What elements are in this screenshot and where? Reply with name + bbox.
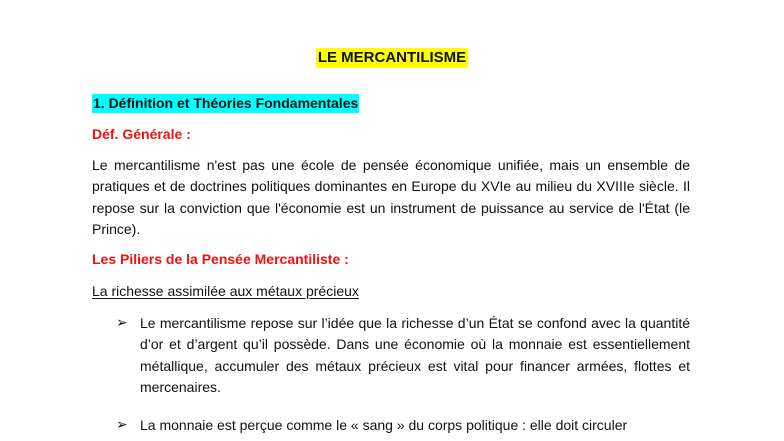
pillars-heading: Les Piliers de la Pensée Mercantiliste : [92,251,349,267]
definition-heading: Déf. Générale : [92,126,191,142]
arrow-bullet-icon: ➢ [116,417,128,433]
bullet-item-money [116,415,690,436]
wealth-subheading: La richesse assimilée aux métaux précieux [92,283,359,299]
bullet-item-metals [116,313,690,398]
document-title: LE MERCANTILISME [317,49,467,66]
title-container [0,48,784,68]
arrow-bullet-icon: ➢ [116,315,128,331]
section-heading: 1. Définition et Théories Fondamentales [93,95,359,111]
bullet-text-metals: Le mercantilisme repose sur l’idée que la richesse d’un État se confond avec la quantité d’or et d’argent qu’il possède. Dans une économie où la monnaie est essentiellement métallique, accumuler des métaux précieux est vital pour financer armées, flottes et mercenaires. [140,315,690,395]
bullet-text-money: La monnaie est perçue comme le « sang » du corps politique : elle doit circuler [140,417,628,433]
definition-paragraph: Le mercantilisme n'est pas une école de pensée économique unifiée, mais un ensemble de pratiques et de doctrines politiques dominantes en Europe du XVIe au milieu du XVIIIe siècle. Il repose sur la conviction que l'économie est un instrument de puissance au service de l'État (le Prince). [92,157,690,237]
